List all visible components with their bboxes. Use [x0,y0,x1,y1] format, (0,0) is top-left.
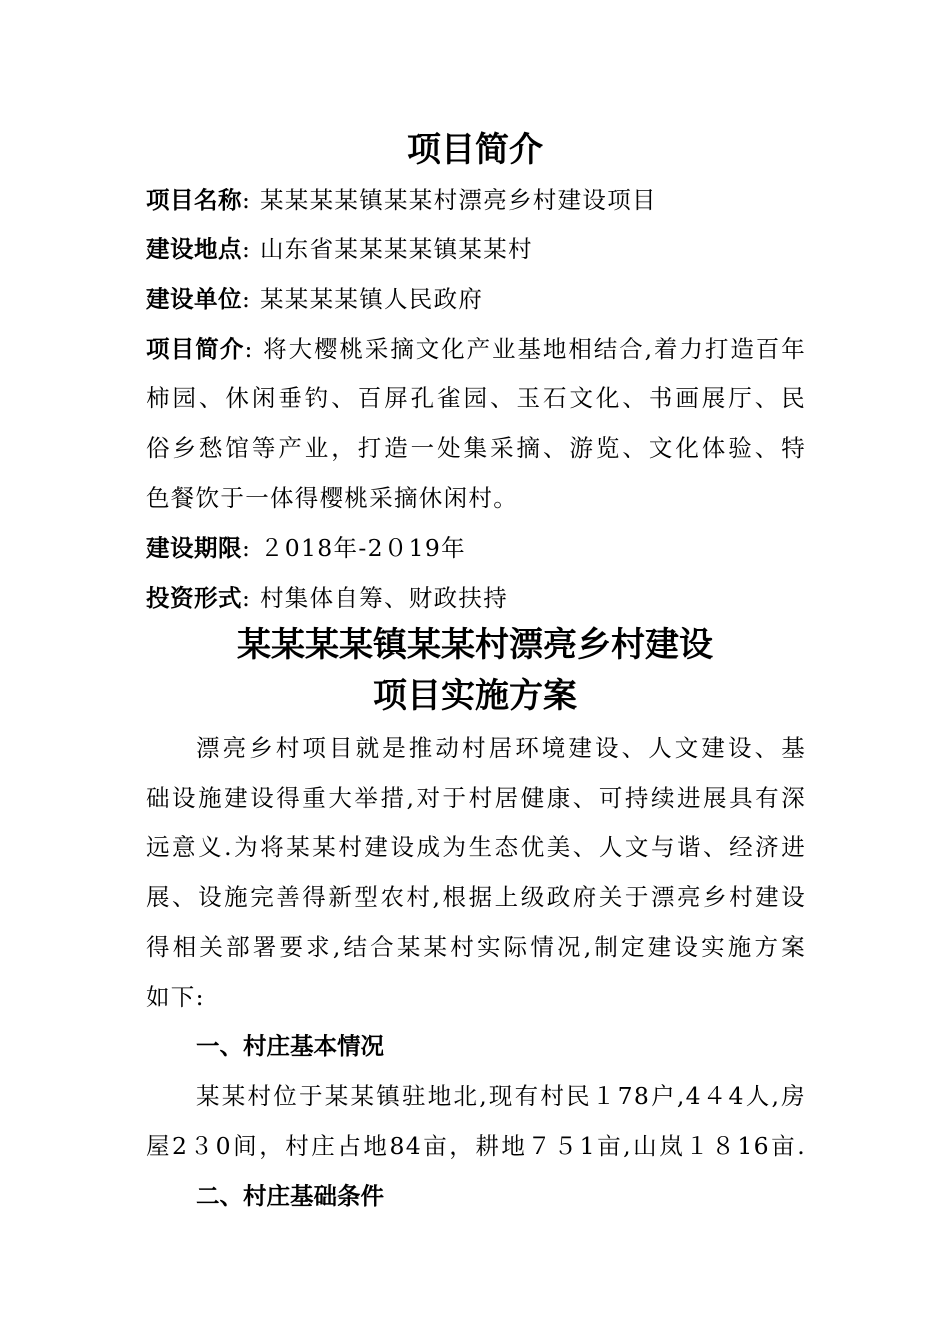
plan-intro-line-3: 远意义.为将某某村建设成为生态优美、人文与谐、经济进 [146,833,806,861]
plan-title-line-1: 某某某某镇某某村漂亮乡村建设 [237,625,713,665]
field-value: 某某某某镇人民政府 [260,285,484,313]
field-label: 建设单位 [146,285,242,313]
section-heading-1: 一、村庄基本情况 [196,1032,384,1060]
field-separator: : [242,534,260,562]
field-label: 建设地点 [146,235,242,263]
summary-line-1 [146,334,806,364]
field-value: ２018年-2０19年 [260,534,466,562]
field-separator: : [242,285,260,313]
intro-title: 项目简介 [407,130,543,170]
plan-intro-line-1: 漂亮乡村项目就是推动村居环境建设、人文建设、基 [196,734,806,762]
field-unit [146,284,806,314]
summary-separator: : [244,335,264,363]
section1-line-1: 某某村位于某某镇驻地北,现有村民１78户,4４4人,房 [196,1082,806,1110]
summary-line-3: 俗乡愁馆等产业，打造一处集采摘、游览、文化体验、特 [146,434,806,462]
field-label: 项目名称 [146,186,242,214]
field-project-name [146,185,806,215]
field-period [146,533,806,563]
section1-line-2: 屋2３0间，村庄占地84亩，耕地７５1亩,山岚１８16亩. [146,1132,806,1160]
summary-line-2: 柿园、休闲垂钓、百屏孔雀园、玉石文化、书画展厅、民 [146,384,806,412]
field-label: 建设期限 [146,534,242,562]
field-value: 村集体自筹、财政扶持 [260,584,508,612]
plan-intro-line-6: 如下: [146,983,205,1011]
field-location [146,234,806,264]
field-label: 投资形式 [146,584,242,612]
field-value: 山东省某某某某镇某某村 [260,235,533,263]
section-heading-2: 二、村庄基础条件 [196,1182,384,1210]
field-value: 某某某某镇某某村漂亮乡村建设项目 [260,186,657,214]
plan-intro-line-5: 得相关部署要求,结合某某村实际情况,制定建设实施方案 [146,933,806,961]
plan-title-line-2: 项目实施方案 [373,676,577,716]
field-separator: : [242,186,260,214]
summary-line-4: 色餐饮于一体得樱桃采摘休闲村。 [146,484,518,512]
summary-label: 项目简介 [146,335,245,363]
field-funding [146,583,806,613]
field-separator: : [242,584,260,612]
summary-text: 将大樱桃采摘文化产业基地相结合,着力打造百年 [263,335,806,363]
field-separator: : [242,235,260,263]
plan-intro-line-4: 展、设施完善得新型农村,根据上级政府关于漂亮乡村建设 [146,883,806,911]
plan-intro-line-2: 础设施建设得重大举措,对于村居健康、可持续进展具有深 [146,784,806,812]
